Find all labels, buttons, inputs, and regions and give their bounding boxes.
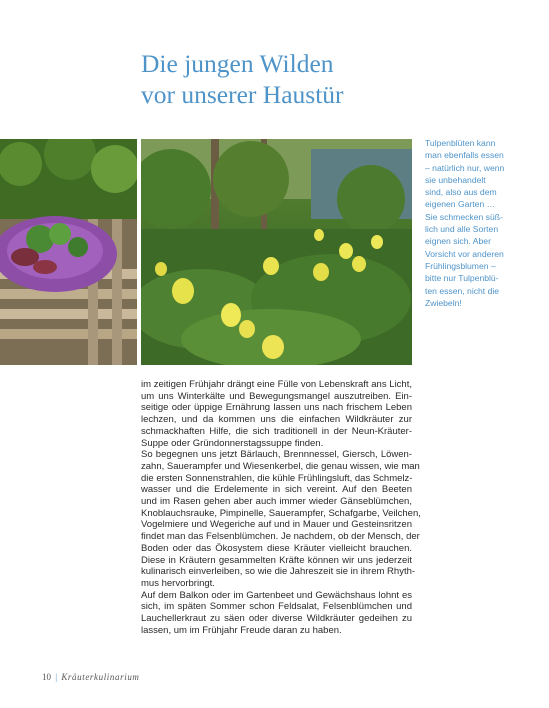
body-line: mus hervorbringt.: [141, 577, 215, 589]
body-line: kulinarisch einverleiben, so wie die Jahreszeit sie in ihrem Rhyth-: [141, 566, 416, 578]
caption-line: ten essen, nicht die: [425, 285, 500, 296]
caption-line: Zwiebeln!: [425, 297, 462, 308]
tulip-garden-illustration: [141, 139, 412, 365]
caption-line: man ebenfalls essen: [425, 150, 504, 161]
body-line: wasser und die Erdelemente in sich vereint. Auf den Beeten: [141, 484, 412, 496]
body-line: lassen, um im Frühjahr Freude daran zu haben.: [141, 624, 342, 636]
caption-line: Frühlingsblumen –: [425, 260, 496, 271]
caption-line: Vorsicht vor anderen: [425, 248, 504, 259]
body-line: Vogelmiere und Wegeriche auf und in Mauer und Gesteinsritzen: [141, 519, 412, 531]
body-line: um uns Winterkälte und Bewegungsmangel auszutreiben. Ein-: [141, 390, 412, 402]
page-footer: [42, 672, 140, 682]
caption-line: sie unbehandelt: [425, 174, 486, 185]
body-line: So begegnen uns jetzt Bärlauch, Brennnessel, Giersch, Löwen-: [141, 449, 412, 461]
caption-line: sind, also aus dem: [425, 187, 497, 198]
body-line: Boden oder das Ökosystem diese Kräuter vielleicht brauchen.: [141, 542, 412, 554]
body-line: Auf dem Balkon oder im Gartenbeet und Gewächshaus lohnt es: [141, 589, 412, 601]
body-line: findet man das Felsenblümchen. Je nachdem, ob der Mensch, der: [141, 531, 420, 543]
body-line: Suppe oder Gründonnerstagssuppe finden.: [141, 437, 324, 449]
page-number: 10: [42, 672, 51, 682]
photo-caption: [425, 137, 541, 309]
body-line: im zeitigen Frühjahr drängt eine Fülle von Lebenskraft ans Licht,: [141, 379, 412, 390]
title-line-2: vor unserer Haustür: [141, 80, 344, 109]
body-line: Diese in Kräutern gesammelten Kräfte können wir uns jederzeit: [141, 554, 412, 566]
body-line: schmackhaften Hilfe, die sich traditionell in der Neun-Kräuter-: [141, 425, 412, 437]
body-text: [141, 379, 421, 636]
caption-line: Tulpenblüten kann: [425, 138, 496, 148]
title-line-1: Die jungen Wilden: [141, 49, 334, 78]
body-line: und im Rasen gehen aber auch immer wieder Gänseblümchen,: [141, 496, 412, 508]
footer-separator: |: [55, 672, 58, 682]
section-title: Kräuterkulinarium: [61, 672, 140, 682]
caption-line: eigenen Garten …: [425, 199, 496, 210]
caption-line: – natürlich nur, wenn: [425, 162, 505, 173]
page-title: [141, 48, 344, 110]
body-line: lechzen, und da kommen uns die einfachen Wildkräuter zur: [141, 414, 412, 426]
tulip-garden-photo: [141, 139, 412, 365]
body-line: seitige oder üppige Ernährung lassen uns nach frischem Leben: [141, 402, 412, 414]
caption-line: lich und alle Sorten: [425, 224, 499, 235]
body-line: Lauchellerkraut zu säen oder diverse Wildkräuter gedeihen zu: [141, 613, 412, 625]
caption-line: eignen sich. Aber: [425, 236, 491, 247]
caption-line: bitte nur Tulpenblü-: [425, 273, 499, 284]
body-line: die ersten Sonnenstrahlen, die kühle Frühlingsluft, das Schmelz-: [141, 472, 413, 484]
herb-plate-illustration: [0, 139, 137, 365]
body-line: Knoblauchsrauke, Pimpinelle, Sauerampfer, Schafgarbe, Veilchen,: [141, 507, 421, 519]
herb-plate-photo: [0, 139, 137, 365]
body-line: zahn, Sauerampfer und Wiesenkerbel, die genau wissen, wie man: [141, 460, 420, 472]
body-line: sich, im späten Sommer schon Feldsalat, Felsenblümchen und: [141, 601, 412, 613]
caption-line: Sie schmecken süß-: [425, 211, 503, 222]
